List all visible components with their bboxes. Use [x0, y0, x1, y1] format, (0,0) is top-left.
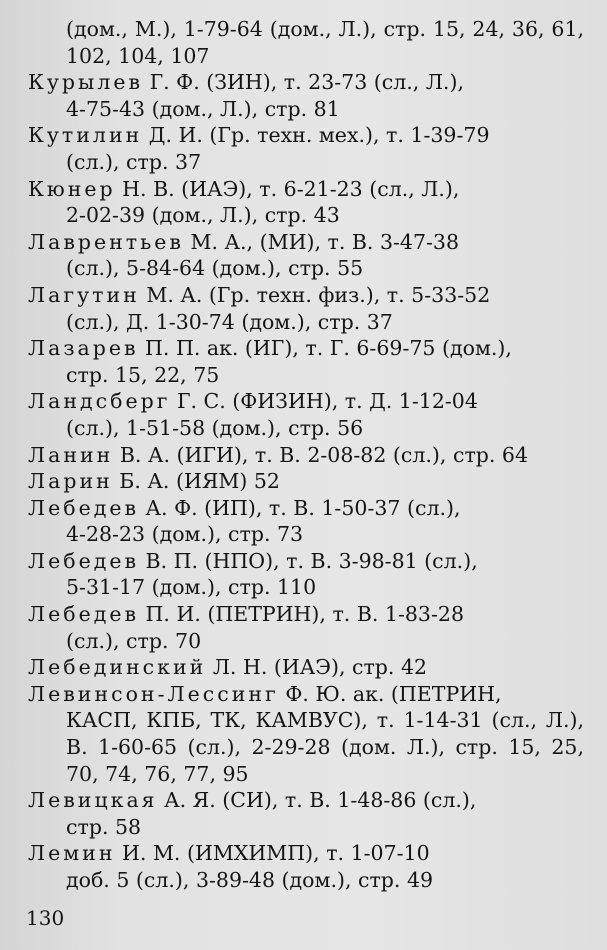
entry-surname: Лагутин [28, 282, 140, 307]
entry-kyuner [28, 176, 584, 229]
entry-lazarev [28, 335, 584, 388]
entry-details: П. П. ак. (ИГ), т. Г. 6-69-75 (дом.), [138, 336, 512, 361]
entry-details: Ф. Ю. ак. (ПЕТРИН, [278, 681, 502, 706]
entry-surname: Курылев [28, 70, 144, 95]
entry-surname: Ларин [28, 469, 113, 494]
entry-details: М. А., (МИ), т. В. 3-47-38 [183, 229, 460, 254]
entry-lavrentyev [28, 229, 584, 282]
entry-surname: Левинсон-Лессинг [28, 681, 279, 706]
entry-surname: Лазарев [28, 336, 139, 361]
entry-continuation: (сл.), 5-84-64 (дом.), стр. 55 [66, 256, 364, 281]
entry-kutilin [28, 122, 584, 175]
entry-continuation: (сл.), Д. 1-30-74 (дом.), стр. 37 [66, 309, 393, 334]
entry-surname: Лебедев [28, 495, 140, 520]
entry-continuation: доб. 5 (сл.), 3-89-48 (дом.), стр. 49 [66, 868, 434, 892]
entry-details: П. И. (ПЕТРИН), т. В. 1-83-28 [139, 602, 464, 627]
entry-surname: Кюнер [28, 176, 116, 201]
entry-continued [28, 16, 584, 69]
entry-surname: Лемин [28, 841, 116, 866]
entry-lebedinsky [28, 654, 584, 681]
entry-continuation: стр. 58 [66, 814, 142, 839]
entry-surname: Лебедев [28, 548, 140, 573]
entry-landsberg [28, 388, 584, 441]
entry-kurylev [28, 69, 584, 122]
entry-details: Л. Н. (ИАЭ), стр. 42 [206, 655, 428, 680]
entry-continuation: 2-02-39 (дом., Л.), стр. 43 [66, 203, 340, 228]
entry-surname: Ландсберг [28, 389, 171, 414]
entry-levinson-lessing [28, 681, 584, 787]
entry-list [28, 16, 584, 894]
entry-continuation: (дом., М.), 1-79-64 (дом., Л.), стр. 15, 24, 36, 61, 102, 104, 107 [66, 17, 584, 68]
entry-continuation: (сл.), 1-51-58 (дом.), стр. 56 [66, 415, 364, 440]
entry-surname: Ланин [28, 442, 114, 467]
entry-details: Б. А. (ИЯМ) 52 [112, 469, 280, 494]
entry-details: В. П. (НПО), т. В. 3-98-81 (сл.), [139, 548, 478, 573]
entry-lemin [28, 840, 584, 893]
entry-details: А. Ф. (ИП), т. В. 1-50-37 (сл.), [139, 495, 461, 520]
entry-surname: Кутилин [28, 123, 143, 148]
entry-surname: Левицкая [28, 788, 158, 813]
entry-details: Г. С. (ФИЗИН), т. Д. 1-12-04 [170, 389, 478, 414]
entry-details: М. А. (Гр. техн. физ.), т. 5-33-52 [139, 282, 491, 307]
entry-continuation: (сл.), стр. 37 [66, 149, 202, 174]
entry-details: А. Я. (СИ), т. В. 1-48-86 (сл.), [157, 788, 477, 813]
entry-surname: Лебединский [28, 655, 207, 680]
entry-continuation: 4-28-23 (дом.), стр. 73 [66, 522, 304, 547]
entry-continuation: 4-75-43 (дом., Л.), стр. 81 [66, 96, 340, 121]
entry-levitskaya [28, 787, 584, 840]
entry-lanin [28, 442, 584, 469]
entry-lebedev-af [28, 495, 584, 548]
entry-surname: Лебедев [28, 602, 140, 627]
entry-details: Н. В. (ИАЭ), т. 6-21-23 (сл., Л.), [115, 176, 460, 201]
entry-lagutin [28, 282, 584, 335]
entry-surname: Лаврентьев [28, 229, 184, 254]
entry-continuation: КАСП, КПБ, ТК, КАМВУС), т. 1-14-31 (сл., Л.), В. 1-60-65 (сл.), 2-29-28 (дом. Л.), стр. 15, 25, 70, 74, 76, 77, 95 [66, 708, 584, 786]
entry-continuation: стр. 15, 22, 75 [66, 362, 220, 387]
entry-larin [28, 468, 584, 495]
entry-details: И. М. (ИМХИМП), т. 1-07-10 [115, 841, 430, 866]
entry-continuation: (сл.), стр. 70 [66, 628, 202, 653]
entry-details: Д. И. (Гр. техн. мех.), т. 1-39-79 [142, 123, 490, 148]
entry-lebedev-vp [28, 548, 584, 601]
entry-continuation: 5-31-17 (дом.), стр. 110 [66, 575, 317, 600]
entry-lebedev-pi [28, 601, 584, 654]
entry-details: Г. Ф. (ЗИН), т. 23-73 (сл., Л.), [143, 70, 464, 95]
page-number: 130 [26, 906, 65, 930]
entry-details: В. А. (ИГИ), т. В. 2-08-82 (сл.), стр. 64 [113, 442, 529, 467]
